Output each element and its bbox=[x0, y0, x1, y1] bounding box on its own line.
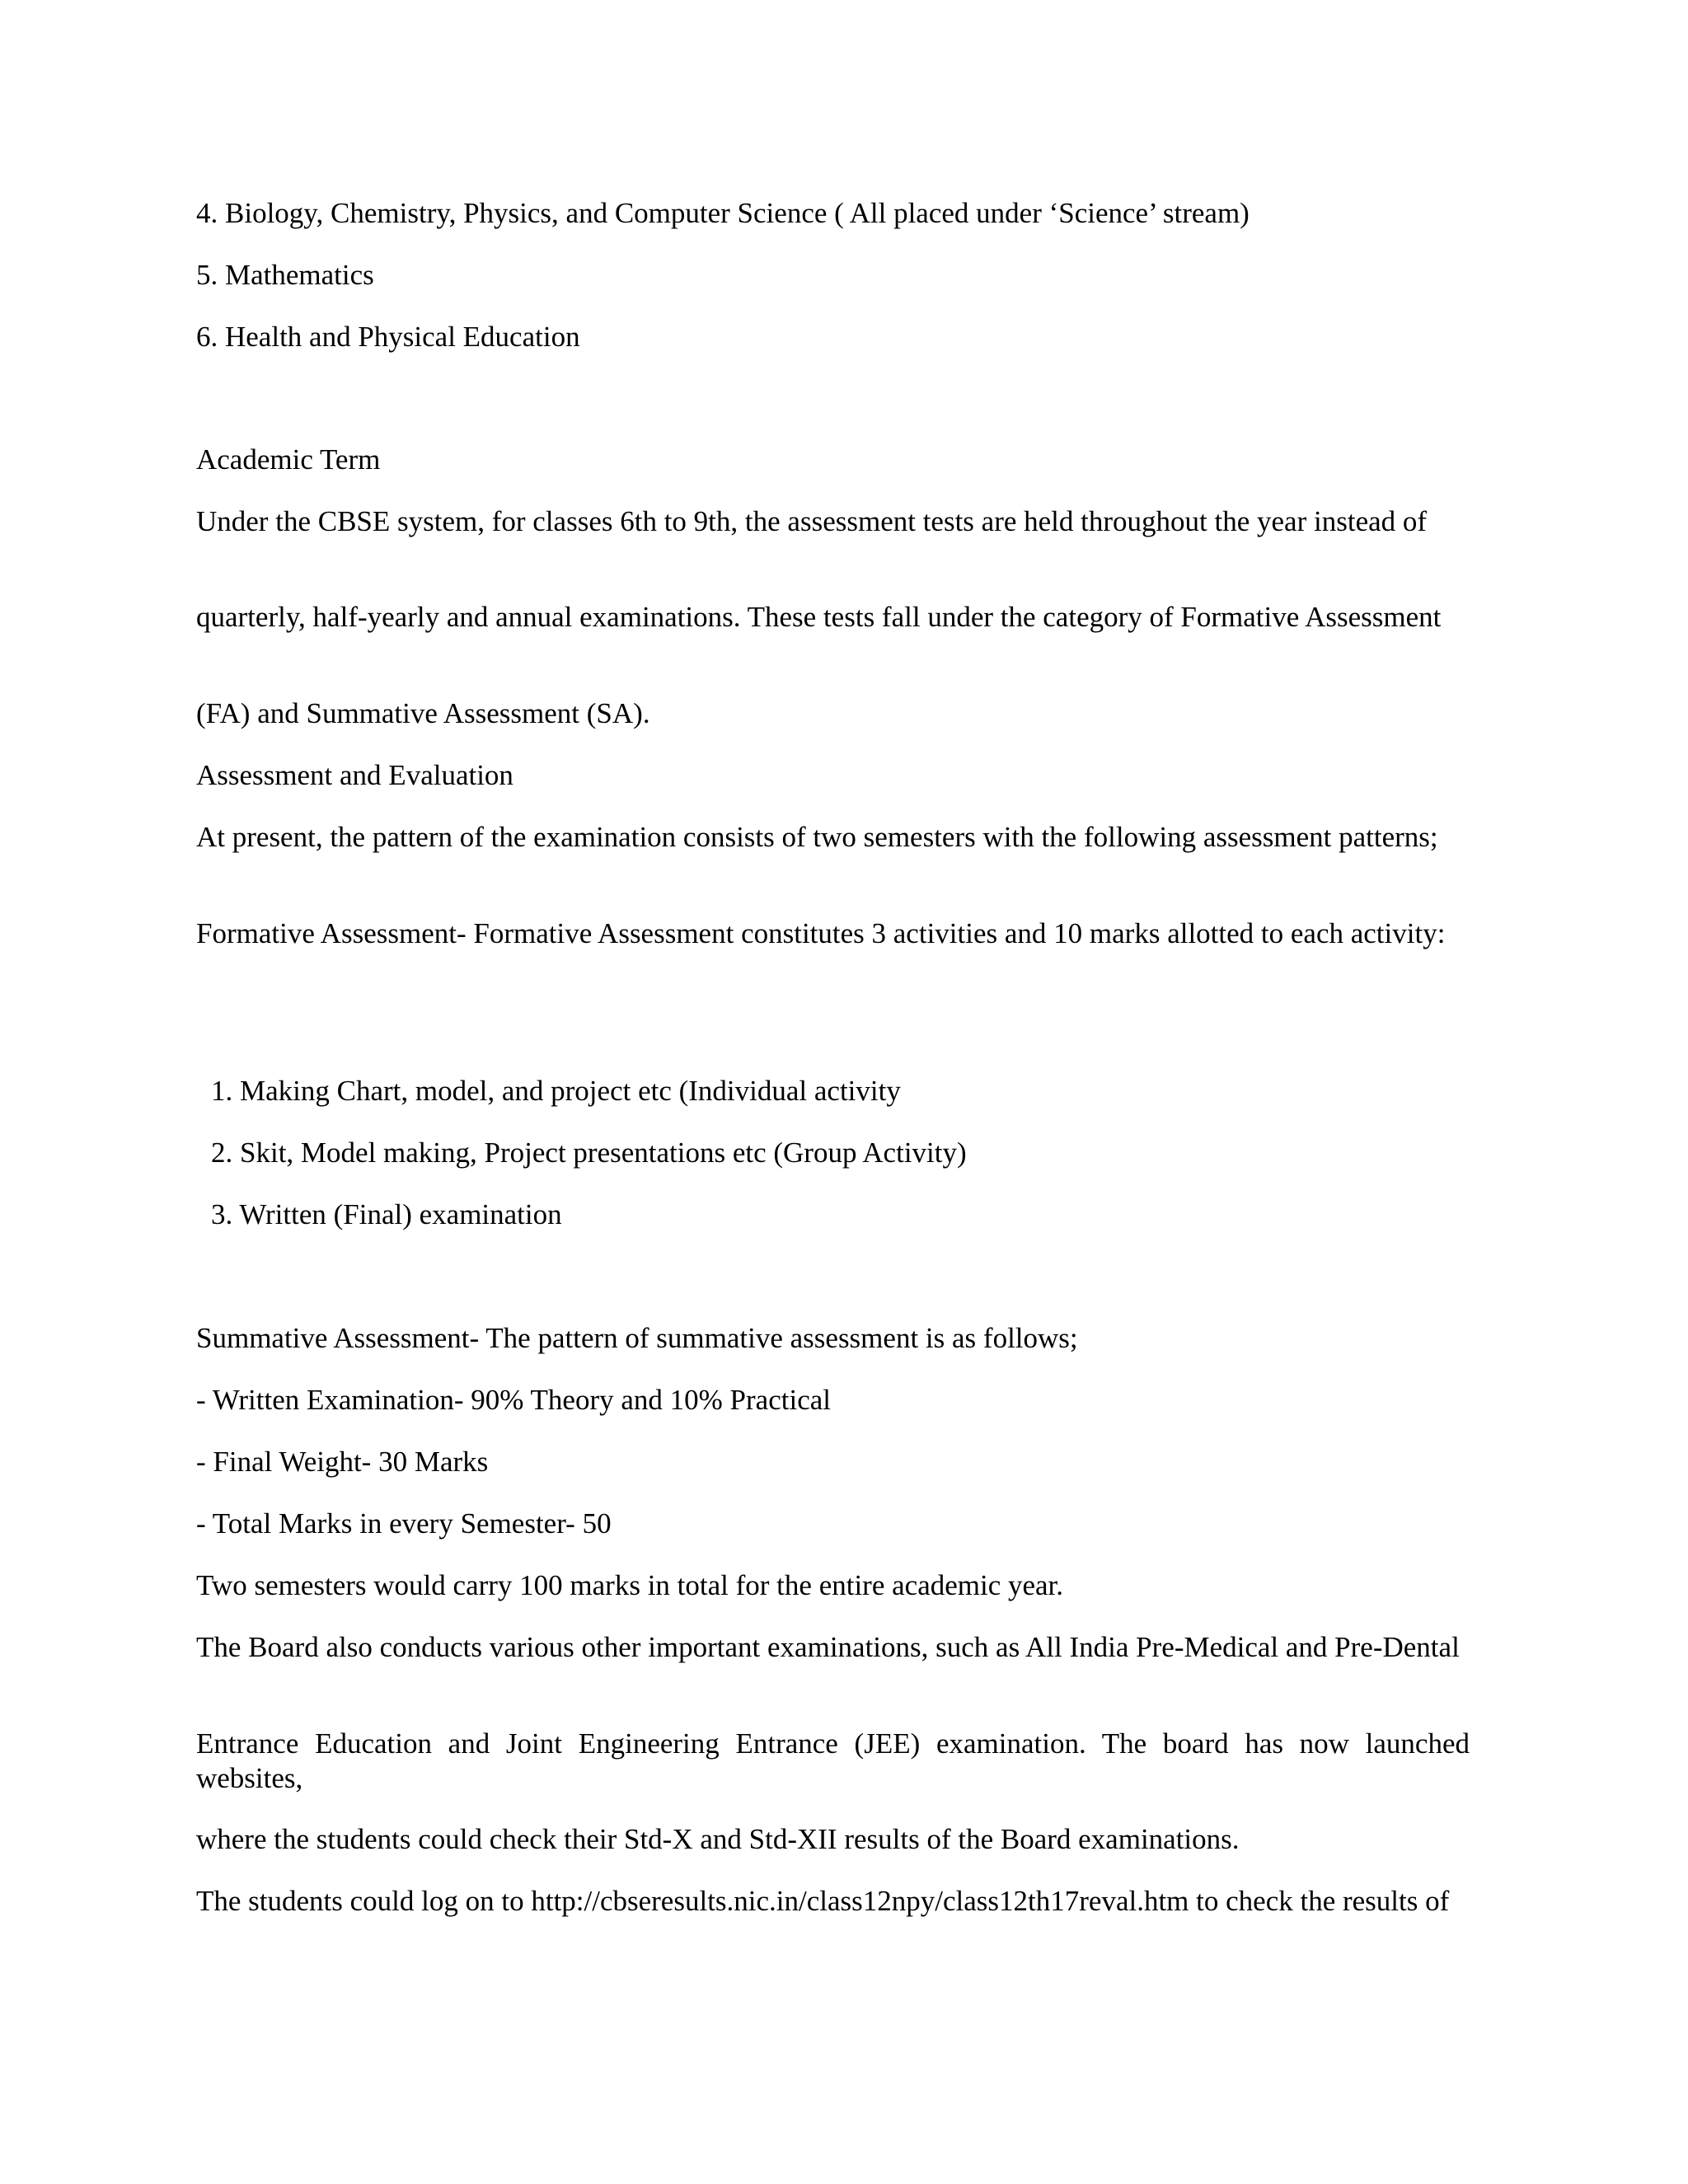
formative-assessment-paragraph: Formative Assessment- Formative Assessment constitutes 3 activities and 10 marks allotted to each activity: bbox=[196, 917, 1446, 949]
academic-term-heading: Academic Term bbox=[196, 443, 381, 476]
subject-item-science: 4. Biology, Chemistry, Physics, and Computer Science ( All placed under ‘Science’ stream) bbox=[196, 197, 1250, 229]
academic-term-paragraph-2: quarterly, half-yearly and annual examinations. These tests fall under the category of Formative Assessment bbox=[196, 601, 1442, 633]
total-marks-paragraph: Two semesters would carry 100 marks in total for the entire academic year. bbox=[196, 1569, 1064, 1601]
assessment-paragraph: At present, the pattern of the examination consists of two semesters with the following assessment patterns; bbox=[196, 821, 1438, 853]
subject-item-mathematics: 5. Mathematics bbox=[196, 259, 374, 291]
board-paragraph-1: The Board also conducts various other important examinations, such as All India Pre-Medical and Pre-Dental bbox=[196, 1631, 1460, 1663]
academic-term-paragraph-3: (FA) and Summative Assessment (SA). bbox=[196, 697, 650, 729]
formative-activity-item: 1. Making Chart, model, and project etc (Individual activity bbox=[211, 1075, 901, 1107]
formative-activity-item: 2. Skit, Model making, Project presentations etc (Group Activity) bbox=[211, 1137, 967, 1169]
formative-activity-item: 3. Written (Final) examination bbox=[211, 1198, 562, 1230]
board-paragraph-3: where the students could check their Std-X and Std-XII results of the Board examinations. bbox=[196, 1823, 1240, 1855]
subject-item-health-pe: 6. Health and Physical Education bbox=[196, 321, 580, 353]
assessment-heading: Assessment and Evaluation bbox=[196, 759, 513, 791]
board-paragraph-4: The students could log on to http://cbseresults.nic.in/class12npy/class12th17reval.htm to check the results of bbox=[196, 1885, 1450, 1917]
summative-assessment-paragraph: Summative Assessment- The pattern of summative assessment is as follows; bbox=[196, 1322, 1078, 1354]
academic-term-paragraph-1: Under the CBSE system, for classes 6th to 9th, the assessment tests are held throughout the year instead of bbox=[196, 505, 1428, 537]
summative-item: - Total Marks in every Semester- 50 bbox=[196, 1507, 612, 1540]
board-paragraph-2: Entrance Education and Joint Engineering Entrance (JEE) examination. The board has now launched websites, bbox=[196, 1727, 1470, 1794]
summative-item: - Written Examination- 90% Theory and 10% Practical bbox=[196, 1384, 831, 1416]
summative-item: - Final Weight- 30 Marks bbox=[196, 1446, 489, 1478]
